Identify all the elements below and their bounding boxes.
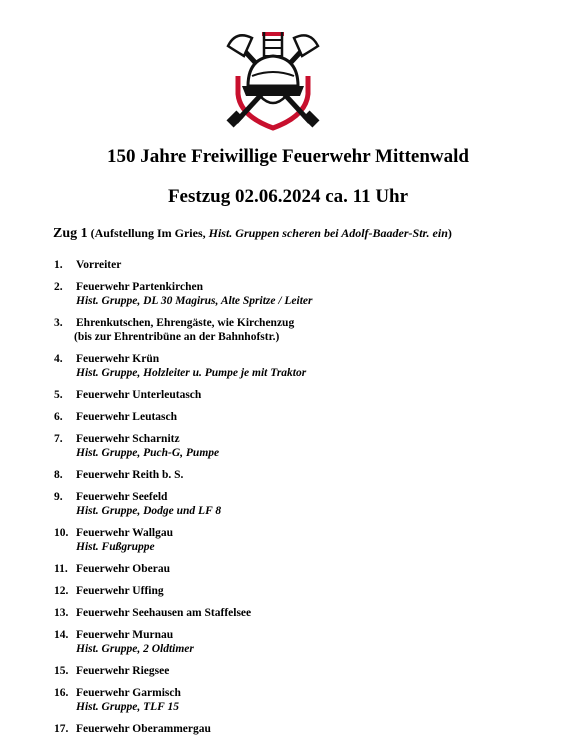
- list-item-number: 2.: [54, 281, 63, 293]
- list-item-name: Vorreiter: [76, 259, 122, 271]
- page-subtitle: Festzug 02.06.2024 ca. 11 Uhr: [167, 186, 409, 207]
- list-item-name: Feuerwehr Seefeld: [76, 491, 168, 503]
- list-item-detail: Hist. Gruppe, DL 30 Magirus, Alte Spritze / Leiter: [76, 295, 313, 307]
- list-item: [54, 526, 554, 554]
- list-item-body: [76, 258, 554, 272]
- list-item-body: [76, 722, 554, 736]
- list-item-body: [76, 628, 554, 656]
- list-item-body: [76, 562, 554, 576]
- list-item-name: Feuerwehr Reith b. S.: [76, 469, 184, 481]
- list-item-body: [76, 432, 554, 460]
- list-item-number: 12.: [54, 585, 69, 597]
- list-item-detail: Hist. Fußgruppe: [76, 541, 155, 553]
- list-item-body: [76, 468, 554, 482]
- list-item-name: Ehrenkutschen, Ehrengäste, wie Kirchenzug: [76, 317, 295, 329]
- list-item-number: 9.: [54, 491, 63, 503]
- list-item-name: Feuerwehr Leutasch: [76, 411, 178, 423]
- list-item-name: Feuerwehr Unterleutasch: [76, 389, 202, 401]
- list-item-body: [76, 686, 554, 714]
- list-item-name: Feuerwehr Scharnitz: [76, 433, 180, 445]
- list-item: [54, 490, 554, 518]
- list-item: [54, 316, 554, 344]
- list-item-body: [76, 490, 554, 518]
- list-item-name: Feuerwehr Seehausen am Staffelsee: [76, 607, 252, 619]
- list-item-name: Feuerwehr Uffing: [76, 585, 164, 597]
- list-item-body: [76, 316, 554, 344]
- list-item-name: Feuerwehr Murnau: [76, 629, 174, 641]
- list-item-body: [76, 410, 554, 424]
- list-item-number: 3.: [54, 317, 63, 329]
- list-item-name: Feuerwehr Oberammergau: [76, 723, 211, 735]
- list-item-number: 10.: [54, 527, 69, 539]
- list-item-number: 16.: [54, 687, 69, 699]
- list-item-name: Feuerwehr Wallgau: [76, 527, 174, 539]
- zug-label: Zug 1: [53, 226, 88, 241]
- list-item: [54, 432, 554, 460]
- list-item: [54, 628, 554, 656]
- list-item: [54, 280, 554, 308]
- emblem-svg: [218, 24, 328, 134]
- list-item-body: [76, 352, 554, 380]
- list-item-number: 14.: [54, 629, 69, 641]
- list-item: [54, 584, 554, 598]
- list-item-body: [76, 280, 554, 308]
- list-item: [54, 468, 554, 482]
- list-item: [54, 562, 554, 576]
- list-item-number: 15.: [54, 665, 69, 677]
- list-item-detail: Hist. Gruppe, 2 Oldtimer: [76, 643, 194, 655]
- list-item: [54, 388, 554, 402]
- list-item: [54, 352, 554, 380]
- list-item-number: 17.: [54, 723, 69, 735]
- list-item-number: 13.: [54, 607, 69, 619]
- list-item-number: 7.: [54, 433, 63, 445]
- list-item: [54, 606, 554, 620]
- list-item-name: Feuerwehr Oberau: [76, 563, 171, 575]
- list-item: [54, 722, 554, 736]
- list-item-name: Feuerwehr Partenkirchen: [76, 281, 204, 293]
- list-item-number: 1.: [54, 259, 63, 271]
- list-item: [54, 410, 554, 424]
- list-item-number: 4.: [54, 353, 63, 365]
- list-item-body: [76, 584, 554, 598]
- list-item-name: Feuerwehr Krün: [76, 353, 160, 365]
- list-item-detail: (bis zur Ehrentribüne an der Bahnhofstr.): [74, 331, 280, 343]
- list-item-detail: Hist. Gruppe, Dodge und LF 8: [76, 505, 222, 517]
- zug-note-italic: Hist. Gruppen scheren bei Adolf-Baader-Str. ein: [208, 226, 448, 240]
- list-item-number: 11.: [54, 563, 68, 575]
- parade-order-list: [54, 258, 554, 744]
- list-item-name: Feuerwehr Garmisch: [76, 687, 181, 699]
- zug-note-open: (Aufstellung Im Gries,: [87, 226, 209, 240]
- list-item-body: [76, 664, 554, 678]
- list-item-number: 6.: [54, 411, 63, 423]
- list-item: [54, 258, 554, 272]
- list-item-body: [76, 388, 554, 402]
- list-item: [54, 664, 554, 678]
- list-item-body: [76, 526, 554, 554]
- zug-heading: [53, 226, 452, 242]
- list-item-number: 8.: [54, 469, 63, 481]
- list-item-detail: Hist. Gruppe, TLF 15: [76, 701, 179, 713]
- list-item-number: 5.: [54, 389, 63, 401]
- list-item-detail: Hist. Gruppe, Holzleiter u. Pumpe je mit Traktor: [76, 367, 307, 379]
- list-item-name: Feuerwehr Riegsee: [76, 665, 170, 677]
- fire-brigade-emblem-icon: [218, 24, 328, 134]
- list-item-detail: Hist. Gruppe, Puch-G, Pumpe: [76, 447, 220, 459]
- page-title: 150 Jahre Freiwillige Feuerwehr Mittenwald: [107, 146, 469, 167]
- zug-note-close: ): [447, 226, 452, 240]
- list-item: [54, 686, 554, 714]
- list-item-body: [76, 606, 554, 620]
